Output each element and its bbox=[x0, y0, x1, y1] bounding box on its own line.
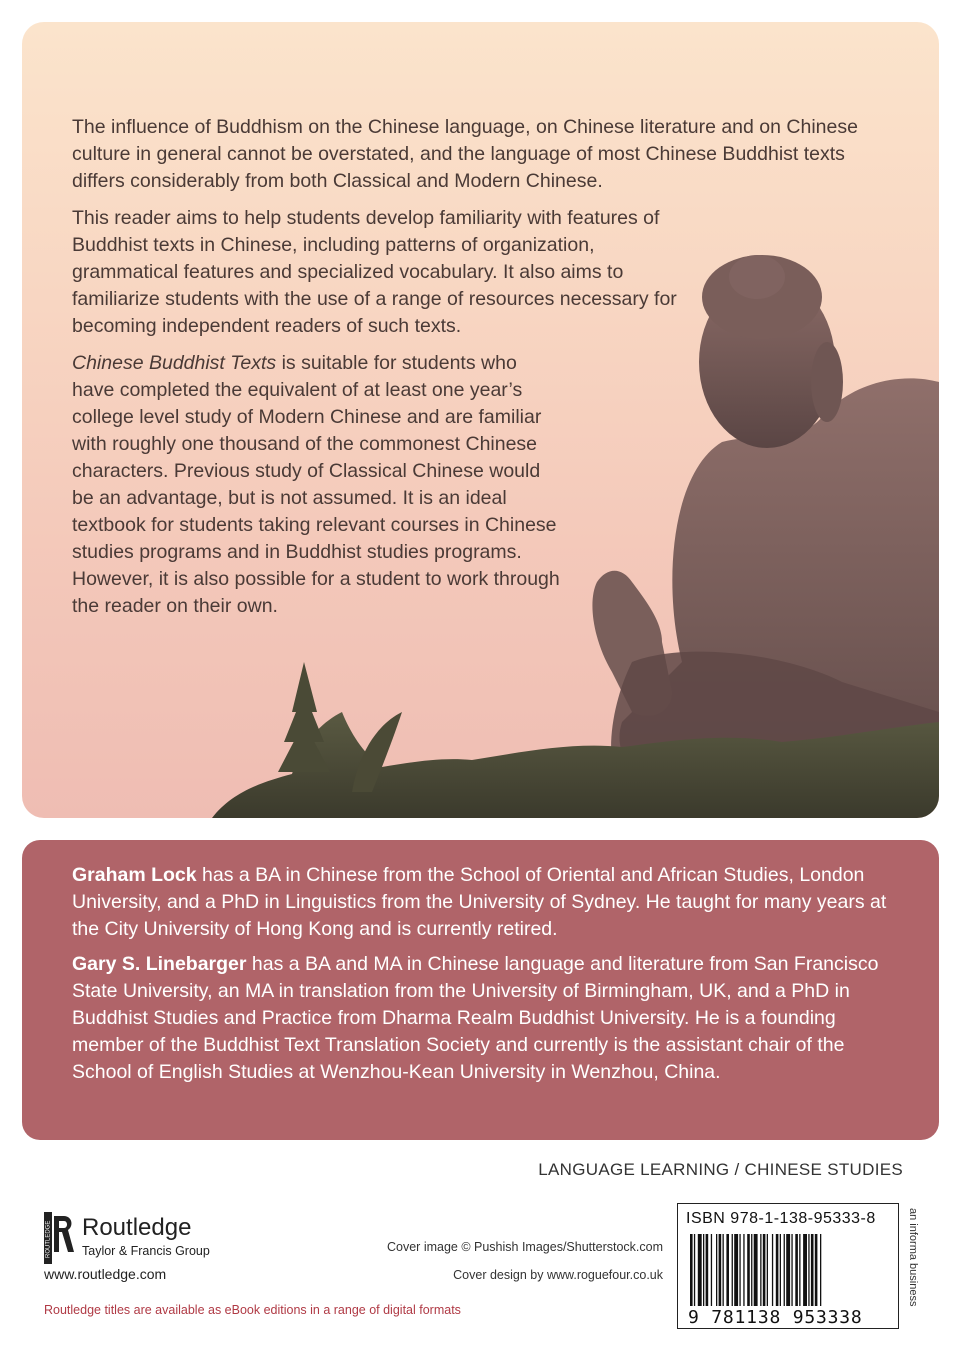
barcode-bar bbox=[776, 1234, 779, 1306]
barcode-bar bbox=[754, 1234, 758, 1306]
barcode-bar bbox=[711, 1234, 712, 1306]
barcode-bar bbox=[703, 1234, 704, 1306]
barcode-bar bbox=[751, 1234, 752, 1306]
author-bio-text-1: has a BA in Chinese from the School of Oriental and African Studies, London University, and a PhD in Linguistics from the University of Sydney. He taught for many years at the City University of Hong Kong and is currently retired. bbox=[72, 864, 887, 940]
barcode-bar bbox=[795, 1234, 798, 1306]
logo-vertical-text: ROUTLEDGE bbox=[45, 1220, 52, 1258]
routledge-logo-icon bbox=[44, 1212, 74, 1264]
barcode-bar bbox=[799, 1234, 800, 1306]
description-paragraph-3-body: is suitable for students who have completed the equivalent of at least one year’s college level study of Modern Chinese and are familiar with roughly one thousand of the commonest Chinese characters. Previous study of Classical Chinese would be an advantage, but is not assumed. It is an ideal textbook for students taking relevant courses in Chinese studies programs and in Buddhist studies programs. However, it is also possible for a student to work through the reader on their own. bbox=[72, 352, 560, 617]
barcode-bar bbox=[726, 1234, 729, 1306]
publisher-url[interactable]: www.routledge.com bbox=[44, 1266, 167, 1282]
subject-category: LANGUAGE LEARNING / CHINESE STUDIES bbox=[538, 1160, 903, 1179]
barcode-bar bbox=[786, 1234, 790, 1306]
author-bio-2 bbox=[72, 951, 891, 1086]
publisher-group: Taylor & Francis Group bbox=[82, 1244, 210, 1258]
cover-design-credit: Cover design by www.roguefour.co.uk bbox=[453, 1268, 663, 1282]
publisher-name: Routledge bbox=[82, 1214, 192, 1241]
barcode-bar bbox=[811, 1234, 814, 1306]
description-paragraph-2: This reader aims to help students develop familiarity with features of Buddhist texts in Chinese, including patterns of organization, grammatical features and specialized vocabulary. It also aims to familiarize students with the use of a range of resources necessary for becoming independent readers of such texts. bbox=[72, 207, 677, 337]
barcode-bar bbox=[716, 1234, 717, 1306]
barcode-bar bbox=[820, 1234, 821, 1306]
isbn-label: ISBN 978-1-138-95333-8 bbox=[686, 1210, 876, 1227]
barcode-bar bbox=[791, 1234, 792, 1306]
description-paragraph-3 bbox=[72, 350, 562, 620]
barcode-digits: 9 781138 953338 bbox=[688, 1307, 863, 1328]
barcode-bar bbox=[743, 1234, 744, 1306]
barcode-bar bbox=[694, 1234, 695, 1306]
description-text bbox=[72, 114, 892, 630]
barcode-bar bbox=[780, 1234, 781, 1306]
barcode-bar bbox=[767, 1234, 768, 1306]
cover-image-credit: Cover image © Pushish Images/Shutterstock.com bbox=[387, 1240, 663, 1254]
barcode-bar bbox=[747, 1234, 750, 1306]
barcode-bar bbox=[815, 1234, 818, 1306]
barcode-bar bbox=[808, 1234, 809, 1306]
author-name-2: Gary S. Linebarger bbox=[72, 953, 247, 975]
author-bios-panel bbox=[22, 840, 939, 1140]
isbn-barcode bbox=[677, 1203, 899, 1329]
barcode-bar bbox=[760, 1234, 761, 1306]
ebook-note: Routledge titles are available as eBook editions in a range of digital formats bbox=[44, 1303, 461, 1317]
barcode-bar bbox=[732, 1234, 733, 1306]
informa-tagline: an informa business bbox=[907, 1208, 919, 1307]
barcode-bar bbox=[690, 1234, 693, 1306]
description-paragraph-1: The influence of Buddhism on the Chinese language, on Chinese literature and on Chinese culture in general cannot be overstated, and the language of most Chinese Buddhist texts differs considerably from both Classical and Modern Chinese. bbox=[72, 116, 858, 192]
barcode-icon bbox=[688, 1234, 888, 1306]
barcode-bar bbox=[698, 1234, 702, 1306]
barcode-bar bbox=[772, 1234, 773, 1306]
book-title: Chinese Buddhist Texts bbox=[72, 352, 277, 374]
barcode-bar bbox=[803, 1234, 807, 1306]
barcode-bar bbox=[723, 1234, 724, 1306]
barcode-bar bbox=[719, 1234, 722, 1306]
description-panel bbox=[22, 22, 939, 818]
barcode-bar bbox=[706, 1234, 709, 1306]
barcode-bar bbox=[784, 1234, 785, 1306]
barcode-bar bbox=[734, 1234, 738, 1306]
author-bio-text-2: has a BA and MA in Chinese language and literature from San Francisco State University, an MA in translation from the University of Birmingham, UK, and a PhD in Buddhist Studies and Practice from Dharma Realm Buddhist University. He is a founding member of the Buddhist Text Translation Society and currently is the assistant chair of the School of English Studies at Wenzhou-Kean University in Wenzhou, China. bbox=[72, 953, 879, 1083]
barcode-bar bbox=[763, 1234, 766, 1306]
author-bio-1 bbox=[72, 862, 891, 943]
barcode-bar bbox=[739, 1234, 740, 1306]
author-name-1: Graham Lock bbox=[72, 864, 197, 886]
